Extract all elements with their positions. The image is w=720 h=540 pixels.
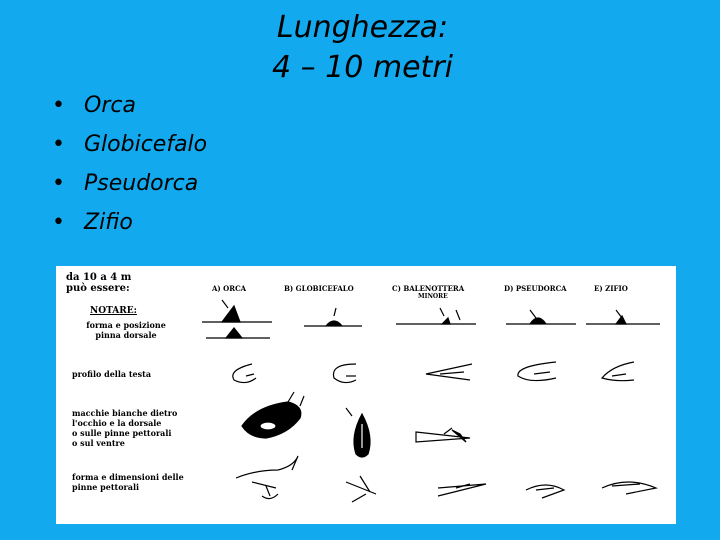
title-line-1: Lunghezza:: [276, 10, 449, 45]
orca-head-icon: [233, 364, 256, 383]
balenottera-head-icon: [426, 364, 472, 380]
globicefalo-dorsal-fin-icon: [304, 308, 362, 326]
row-label-dorsal: forma e posizione pinna dorsale: [86, 320, 166, 340]
comparison-figure: [56, 266, 676, 524]
orca-flipper-icon: [236, 456, 298, 499]
balenottera-markings-icon: [416, 428, 470, 442]
pseudorca-flipper-icon: [526, 485, 564, 498]
orca-dorsal-fin-icon: [202, 300, 272, 338]
zifio-head-icon: [602, 362, 634, 381]
column-globicefalo: B) GLOBICEFALO: [284, 284, 354, 293]
balenottera-flipper-icon: [438, 484, 486, 496]
species-list: [52, 86, 207, 242]
whale-drawings: [56, 266, 676, 524]
zifio-flipper-icon: [602, 482, 656, 494]
column-balenottera: C) BALENOTTERA: [392, 284, 465, 293]
column-pseudorca: D) PSEUDORCA: [504, 284, 567, 293]
pseudorca-dorsal-fin-icon: [506, 310, 576, 324]
zifio-dorsal-fin-icon: [586, 310, 660, 324]
globicefalo-flipper-icon: [346, 476, 376, 502]
column-balenottera-sub: MINORE: [418, 293, 448, 300]
balenottera-dorsal-fin-icon: [396, 308, 476, 324]
figure-intro: da 10 a 4 m può essere:: [66, 272, 132, 294]
pseudorca-head-icon: [518, 362, 556, 381]
row-label-flippers: forma e dimensioni delle pinne pettorali: [72, 472, 184, 492]
list-item: • Globicefalo: [52, 125, 207, 164]
globicefalo-markings-icon: [346, 408, 370, 457]
list-item: • Orca: [52, 86, 207, 125]
title-line-2: 4 – 10 metri: [272, 50, 453, 85]
column-orca: A) ORCA: [212, 284, 247, 293]
figure-notare: NOTARE:: [90, 306, 137, 316]
orca-markings-icon: [242, 392, 304, 438]
slide-title: [245, 8, 480, 88]
row-label-head: profilo della testa: [72, 369, 152, 379]
column-zifio: E) ZIFIO: [594, 284, 628, 293]
list-item: • Zifio: [52, 203, 207, 242]
row-label-markings: macchie bianche dietro l'occhio e la dorsale o sulle pinne pettorali o sul ventre: [72, 408, 178, 448]
list-item: • Pseudorca: [52, 164, 207, 203]
globicefalo-head-icon: [333, 364, 356, 383]
